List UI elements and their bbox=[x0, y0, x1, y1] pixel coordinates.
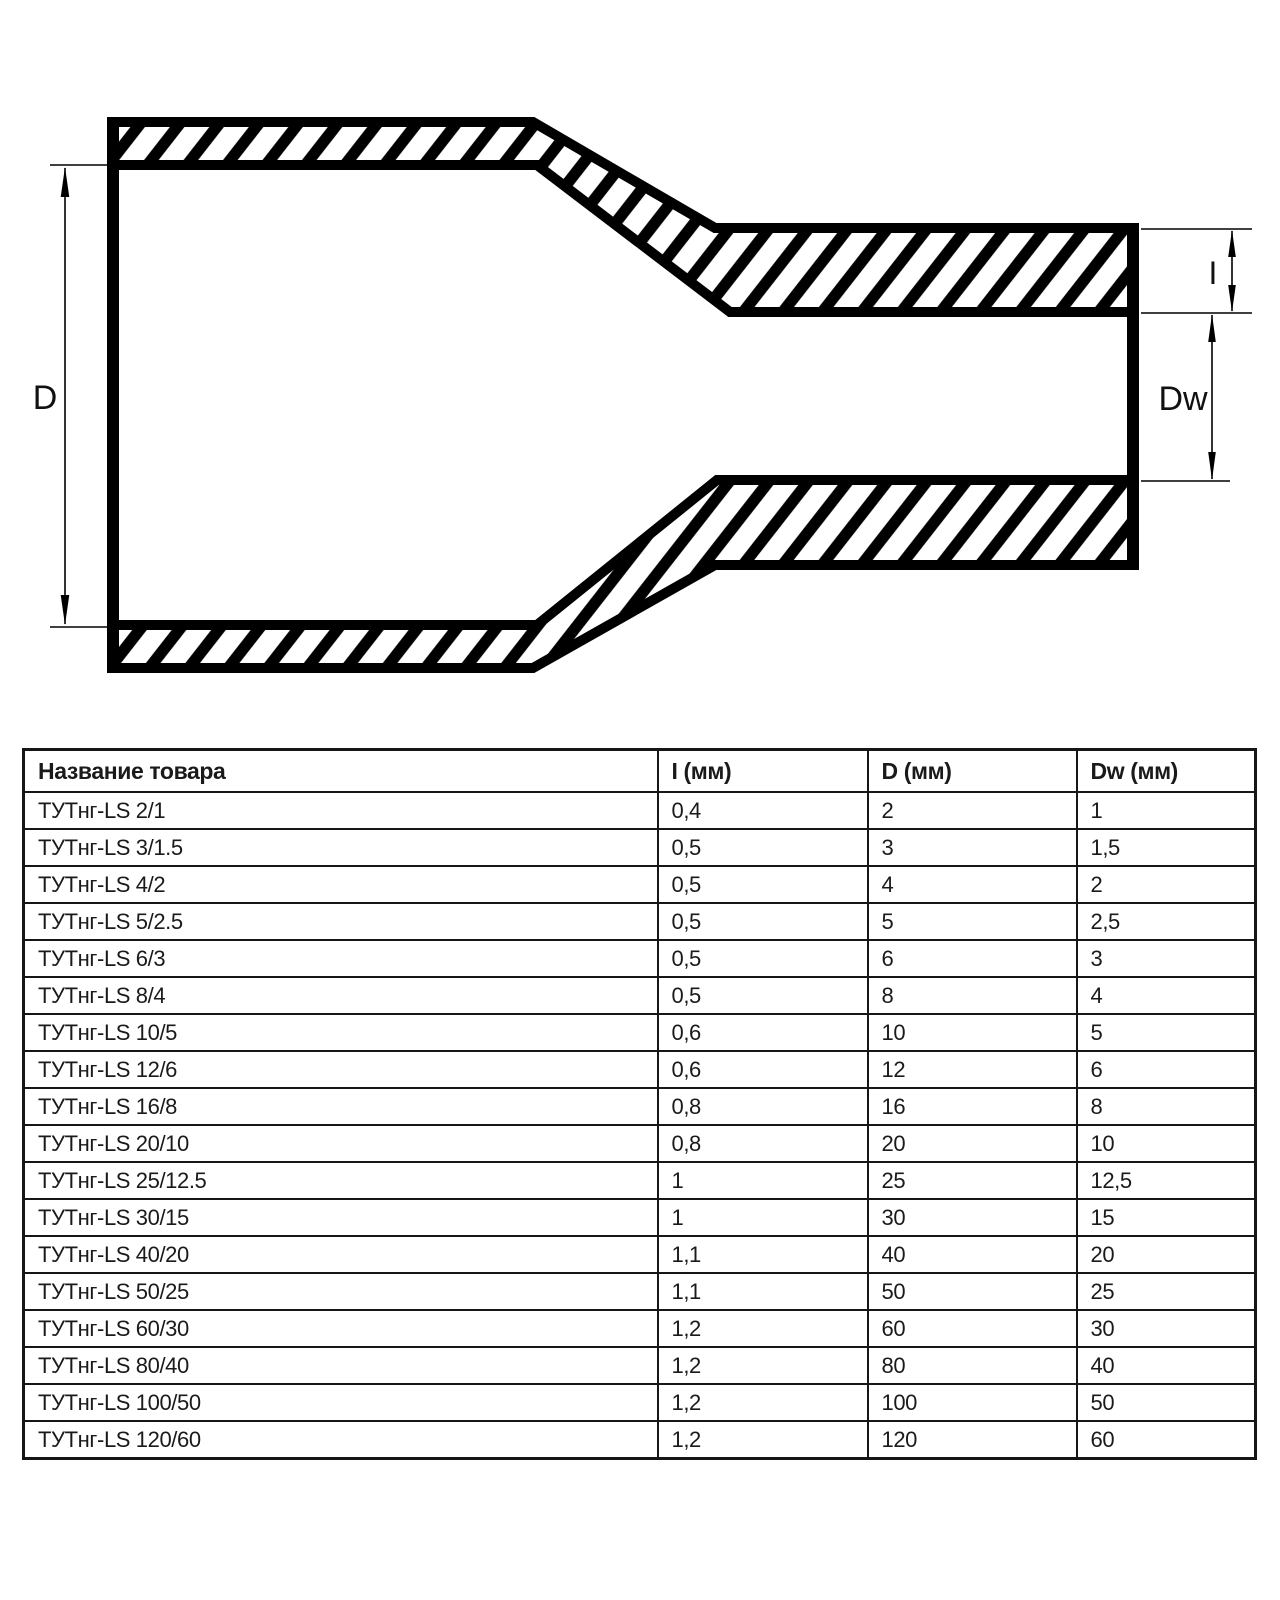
cell-product-name: ТУТнг-LS 80/40 bbox=[24, 1347, 658, 1384]
col-header-dw-mm: Dw (мм) bbox=[1077, 750, 1256, 793]
table-row bbox=[24, 1125, 1256, 1162]
dim-label-D: D bbox=[32, 379, 58, 417]
cell-i-mm: 0,5 bbox=[658, 903, 868, 940]
cell-dw-mm: 1,5 bbox=[1077, 829, 1256, 866]
cell-d-mm: 25 bbox=[868, 1162, 1077, 1199]
col-header-i-mm: I (мм) bbox=[658, 750, 868, 793]
table-row bbox=[24, 903, 1256, 940]
cell-product-name: ТУТнг-LS 50/25 bbox=[24, 1273, 658, 1310]
table-row bbox=[24, 1347, 1256, 1384]
cell-dw-mm: 2 bbox=[1077, 866, 1256, 903]
cell-product-name: ТУТнг-LS 25/12.5 bbox=[24, 1162, 658, 1199]
cell-i-mm: 0,5 bbox=[658, 977, 868, 1014]
cell-i-mm: 1,1 bbox=[658, 1236, 868, 1273]
cell-product-name: ТУТнг-LS 120/60 bbox=[24, 1421, 658, 1459]
cell-i-mm: 0,5 bbox=[658, 866, 868, 903]
table-row bbox=[24, 1421, 1256, 1459]
cell-i-mm: 1,1 bbox=[658, 1273, 868, 1310]
table-row bbox=[24, 829, 1256, 866]
cell-d-mm: 80 bbox=[868, 1347, 1077, 1384]
dim-label-Dw: Dw bbox=[1158, 380, 1208, 418]
cell-dw-mm: 20 bbox=[1077, 1236, 1256, 1273]
cell-d-mm: 50 bbox=[868, 1273, 1077, 1310]
table-row bbox=[24, 1236, 1256, 1273]
cell-i-mm: 1,2 bbox=[658, 1310, 868, 1347]
cell-dw-mm: 15 bbox=[1077, 1199, 1256, 1236]
cell-i-mm: 1,2 bbox=[658, 1421, 868, 1459]
cell-d-mm: 3 bbox=[868, 829, 1077, 866]
cell-dw-mm: 25 bbox=[1077, 1273, 1256, 1310]
table-row bbox=[24, 1310, 1256, 1347]
tube-cross-section-drawing bbox=[0, 0, 1280, 710]
cell-d-mm: 2 bbox=[868, 792, 1077, 829]
cell-dw-mm: 3 bbox=[1077, 940, 1256, 977]
cell-product-name: ТУТнг-LS 60/30 bbox=[24, 1310, 658, 1347]
cell-i-mm: 0,5 bbox=[658, 829, 868, 866]
cell-d-mm: 10 bbox=[868, 1014, 1077, 1051]
cell-i-mm: 0,6 bbox=[658, 1014, 868, 1051]
tube-top-wall bbox=[113, 122, 1134, 312]
cell-product-name: ТУТнг-LS 4/2 bbox=[24, 866, 658, 903]
cell-d-mm: 4 bbox=[868, 866, 1077, 903]
table-row bbox=[24, 1014, 1256, 1051]
cell-dw-mm: 10 bbox=[1077, 1125, 1256, 1162]
table-row bbox=[24, 792, 1256, 829]
cell-product-name: ТУТнг-LS 30/15 bbox=[24, 1199, 658, 1236]
cell-dw-mm: 2,5 bbox=[1077, 903, 1256, 940]
cell-dw-mm: 50 bbox=[1077, 1384, 1256, 1421]
cell-dw-mm: 8 bbox=[1077, 1088, 1256, 1125]
table-row bbox=[24, 940, 1256, 977]
cell-i-mm: 1,2 bbox=[658, 1347, 868, 1384]
cell-i-mm: 1,2 bbox=[658, 1384, 868, 1421]
cell-d-mm: 30 bbox=[868, 1199, 1077, 1236]
cell-product-name: ТУТнг-LS 8/4 bbox=[24, 977, 658, 1014]
cell-d-mm: 60 bbox=[868, 1310, 1077, 1347]
cell-d-mm: 16 bbox=[868, 1088, 1077, 1125]
table-row bbox=[24, 1199, 1256, 1236]
cell-d-mm: 5 bbox=[868, 903, 1077, 940]
cell-i-mm: 0,4 bbox=[658, 792, 868, 829]
cell-dw-mm: 4 bbox=[1077, 977, 1256, 1014]
table-row bbox=[24, 1384, 1256, 1421]
cell-i-mm: 0,8 bbox=[658, 1088, 868, 1125]
cell-d-mm: 40 bbox=[868, 1236, 1077, 1273]
table-header-row bbox=[24, 750, 1256, 793]
cell-dw-mm: 40 bbox=[1077, 1347, 1256, 1384]
table-row bbox=[24, 866, 1256, 903]
cell-i-mm: 1 bbox=[658, 1199, 868, 1236]
cell-dw-mm: 30 bbox=[1077, 1310, 1256, 1347]
cell-product-name: ТУТнг-LS 12/6 bbox=[24, 1051, 658, 1088]
dimension-I bbox=[1141, 229, 1252, 313]
cell-d-mm: 6 bbox=[868, 940, 1077, 977]
cell-dw-mm: 60 bbox=[1077, 1421, 1256, 1459]
cell-i-mm: 0,5 bbox=[658, 940, 868, 977]
cell-dw-mm: 1 bbox=[1077, 792, 1256, 829]
dimension-Dw bbox=[1141, 314, 1230, 481]
heat-shrink-tube-diagram bbox=[0, 0, 1280, 710]
cell-product-name: ТУТнг-LS 16/8 bbox=[24, 1088, 658, 1125]
cell-product-name: ТУТнг-LS 20/10 bbox=[24, 1125, 658, 1162]
table-row bbox=[24, 1088, 1256, 1125]
cell-d-mm: 8 bbox=[868, 977, 1077, 1014]
table-row bbox=[24, 1162, 1256, 1199]
dim-label-I: I bbox=[1208, 255, 1218, 291]
cell-d-mm: 20 bbox=[868, 1125, 1077, 1162]
table-row bbox=[24, 1273, 1256, 1310]
cell-product-name: ТУТнг-LS 5/2.5 bbox=[24, 903, 658, 940]
cell-dw-mm: 5 bbox=[1077, 1014, 1256, 1051]
table-row bbox=[24, 977, 1256, 1014]
cell-product-name: ТУТнг-LS 10/5 bbox=[24, 1014, 658, 1051]
cell-product-name: ТУТнг-LS 2/1 bbox=[24, 792, 658, 829]
dimension-D bbox=[33, 165, 112, 627]
col-header-product-name: Название товара bbox=[24, 750, 658, 793]
cell-product-name: ТУТнг-LS 6/3 bbox=[24, 940, 658, 977]
cell-product-name: ТУТнг-LS 3/1.5 bbox=[24, 829, 658, 866]
spec-table bbox=[22, 748, 1257, 1460]
cell-d-mm: 12 bbox=[868, 1051, 1077, 1088]
cell-d-mm: 100 bbox=[868, 1384, 1077, 1421]
tube-bottom-wall bbox=[113, 480, 1134, 668]
cell-product-name: ТУТнг-LS 40/20 bbox=[24, 1236, 658, 1273]
cell-d-mm: 120 bbox=[868, 1421, 1077, 1459]
cell-dw-mm: 12,5 bbox=[1077, 1162, 1256, 1199]
cell-dw-mm: 6 bbox=[1077, 1051, 1256, 1088]
col-header-d-mm: D (мм) bbox=[868, 750, 1077, 793]
cell-i-mm: 1 bbox=[658, 1162, 868, 1199]
cell-i-mm: 0,6 bbox=[658, 1051, 868, 1088]
cell-i-mm: 0,8 bbox=[658, 1125, 868, 1162]
table-row bbox=[24, 1051, 1256, 1088]
cell-product-name: ТУТнг-LS 100/50 bbox=[24, 1384, 658, 1421]
